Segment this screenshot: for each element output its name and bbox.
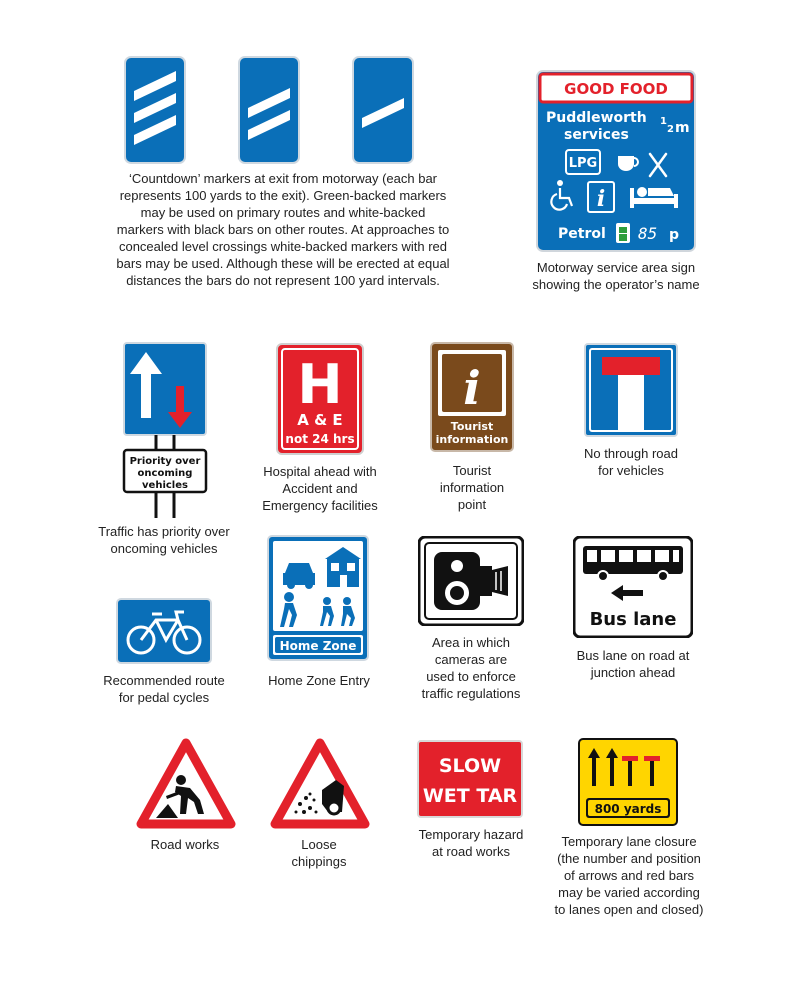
priority-caption: Traffic has priority over oncoming vehicles [98, 524, 230, 556]
tourist-caption: Tourist information point [439, 463, 505, 512]
cycle-route-sign [116, 598, 212, 664]
service-name-line1: Puddleworth [546, 110, 647, 126]
camera-sign [418, 536, 524, 626]
camera-caption: Area in which cameras are used to enforce traffic regulations [421, 635, 521, 701]
hospital-line2: not 24 hrs [285, 432, 355, 446]
priority-plate-line1: Priority over [129, 456, 201, 467]
lane-closure-sign [578, 738, 678, 826]
no-through-road-sign [584, 343, 678, 437]
slow-tar-line2: WET TAR [422, 785, 518, 807]
cycle-caption: Recommended route for pedal cycles [103, 673, 225, 705]
road-works-caption: Road works [150, 837, 220, 852]
fuel-pump-icon [616, 223, 630, 243]
countdown-marker-2-bars [238, 56, 300, 164]
priority-sign [120, 342, 210, 518]
petrol-label: Petrol [558, 226, 606, 242]
no-through-caption: No through road for vehicles [584, 446, 678, 478]
petrol-price: 85 [638, 224, 658, 243]
service-lpg: LPG [568, 156, 598, 171]
bus-lane-sign [573, 536, 693, 638]
service-name-line2: services [564, 127, 629, 143]
lane-closure-distance: 800 yards [594, 802, 662, 816]
hospital-letter: H [297, 353, 343, 416]
service-area-caption: Motorway service area sign showing the operator’s name [532, 260, 700, 292]
slow-tar-line1: SLOW [438, 755, 502, 777]
service-distance-denom: 2 [667, 124, 674, 135]
lane-closure-caption: Temporary lane closure (the number and position of arrows and red bars may be varied according to lanes open and closed) [554, 834, 704, 917]
priority-plate-line3: vehicles [142, 480, 188, 491]
home-zone-caption: Home Zone Entry [268, 673, 370, 688]
road-works-sign [136, 738, 236, 830]
tourist-letter: i [463, 361, 481, 415]
info-icon: i [596, 186, 606, 212]
slow-tar-caption: Temporary hazard at road works [418, 827, 524, 859]
tourist-line1: Tourist [450, 420, 494, 433]
countdown-caption: ‘Countdown’ markers at exit from motorway (each bar represents 100 yards to the exit). Green-backed markers may be used on primary routes and white-backed markers with black bars on other routes. At approaches to concealed level crossings white-backed markers with red bars may be used. Although these will be erected at equal distances the bars do not represent 100 yard intervals. [116, 171, 450, 288]
service-area-sign [536, 70, 696, 252]
bus-lane-caption: Bus lane on road at junction ahead [576, 648, 690, 680]
service-header: GOOD FOOD [564, 80, 668, 98]
priority-plate-line2: oncoming [137, 468, 193, 479]
home-zone-label: Home Zone [279, 639, 357, 653]
hospital-sign [276, 343, 364, 455]
chippings-caption: Loose chippings [291, 837, 347, 869]
service-distance-unit: m [675, 120, 690, 136]
hospital-line1: A & E [297, 411, 343, 429]
petrol-unit: p [669, 227, 680, 243]
countdown-marker-1-bar [352, 56, 414, 164]
slow-wet-tar-sign [417, 740, 523, 818]
countdown-marker-3-bars [124, 56, 186, 164]
service-distance-whole: 1 [660, 116, 667, 127]
tourist-info-sign [430, 342, 514, 452]
bus-lane-label: Bus lane [589, 609, 677, 630]
loose-chippings-sign [270, 738, 370, 830]
home-zone-sign [267, 535, 369, 661]
tourist-line2: information [435, 433, 509, 446]
hospital-caption: Hospital ahead with Accident and Emergency facilities [262, 464, 378, 513]
